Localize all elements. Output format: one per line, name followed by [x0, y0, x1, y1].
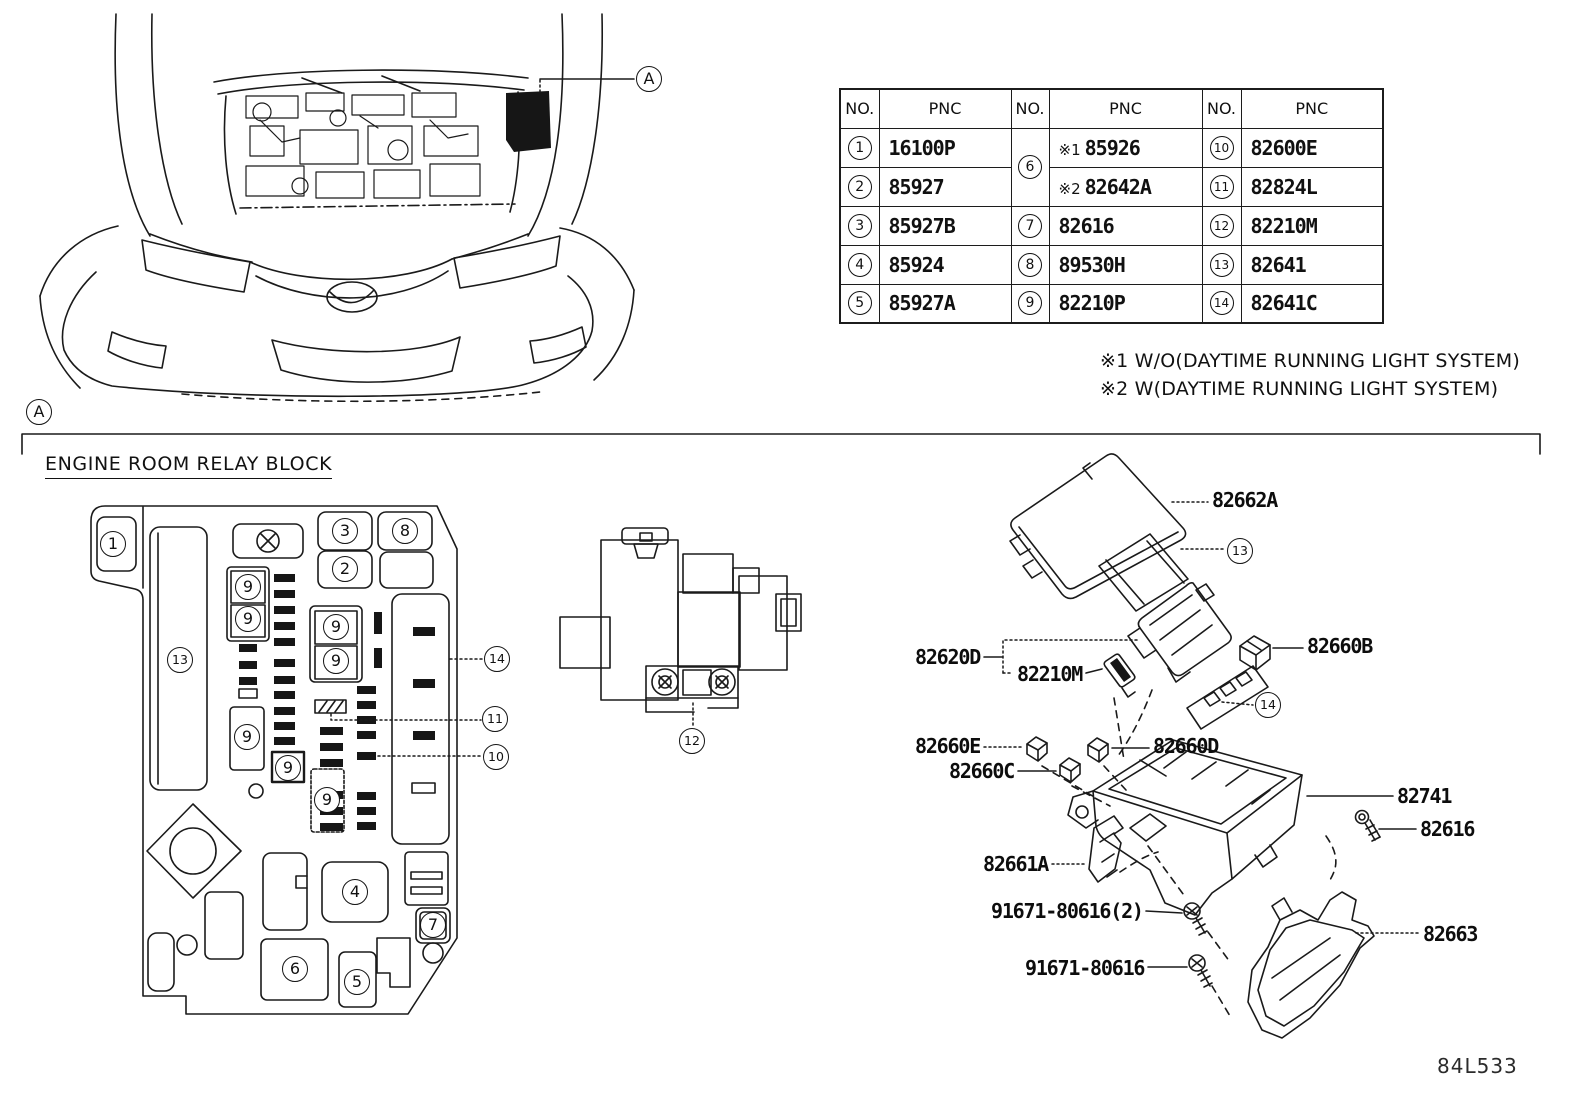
part-label-82660b[interactable]: 82660B — [1307, 634, 1373, 658]
no-cell[interactable]: 7 — [1011, 206, 1049, 245]
lower-cover-82663 — [1248, 892, 1374, 1038]
col-header-pnc: PNC — [1049, 89, 1202, 128]
callout-4[interactable]: 4 — [342, 879, 368, 905]
car-sketch — [40, 14, 634, 401]
part-label-82741[interactable]: 82741 — [1397, 784, 1452, 808]
note-ref: ※2 — [1058, 179, 1081, 198]
screw-bolt-2 — [1189, 955, 1212, 987]
callout-10[interactable]: 10 — [483, 744, 509, 770]
col-header-pnc: PNC — [879, 89, 1011, 128]
pnc-table — [839, 88, 1384, 324]
no-cell[interactable]: 12 — [1202, 206, 1241, 245]
pnc-cell[interactable]: 82210P — [1049, 284, 1202, 323]
hatched-link — [315, 700, 346, 713]
callout-13[interactable]: 13 — [167, 647, 193, 673]
no-cell[interactable]: 3 — [840, 206, 879, 245]
no-cell[interactable]: 13 — [1202, 245, 1241, 284]
col-header-no: NO. — [1011, 89, 1049, 128]
pnc-cell[interactable]: ※2 82642A — [1049, 167, 1202, 206]
part-label-82661a[interactable]: 82661A — [983, 852, 1049, 876]
mini-fuse-82210m — [1104, 654, 1135, 697]
callout-9[interactable]: 9 — [235, 606, 261, 632]
callout-9[interactable]: 9 — [234, 724, 260, 750]
pnc-cell[interactable]: 85927 — [879, 167, 1011, 206]
callout-8[interactable]: 8 — [392, 518, 418, 544]
callout-6[interactable]: 6 — [282, 956, 308, 982]
pnc-cell[interactable]: 82210M — [1241, 206, 1383, 245]
pnc-cell[interactable]: 82641C — [1241, 284, 1383, 323]
relay-block-location-highlight — [506, 91, 551, 152]
callout-14[interactable]: 14 — [484, 646, 510, 672]
callout-12[interactable]: 12 — [679, 728, 705, 754]
pnc-cell[interactable]: 85927B — [879, 206, 1011, 245]
car-callout-leader — [540, 79, 634, 95]
table-row — [840, 284, 1383, 323]
pnc-cell[interactable]: 16100P — [879, 128, 1011, 167]
no-cell[interactable]: 9 — [1011, 284, 1049, 323]
section-bracket — [22, 434, 1540, 454]
figure-code: 84L533 — [1437, 1054, 1518, 1078]
callout-9[interactable]: 9 — [275, 755, 301, 781]
table-header-row — [840, 89, 1383, 128]
note-daytime-running-light-wo: ※1 W/O(DAYTIME RUNNING LIGHT SYSTEM) — [1100, 350, 1520, 372]
no-cell[interactable]: 1 — [840, 128, 879, 167]
callout-3[interactable]: 3 — [332, 518, 358, 544]
table-row — [840, 167, 1383, 206]
part-label-82660e[interactable]: 82660E — [915, 734, 981, 758]
no-cell[interactable]: 5 — [840, 284, 879, 323]
upper-cover-82662a — [1010, 454, 1186, 599]
part-label-82210m[interactable]: 82210M — [1017, 662, 1083, 686]
relay-cube-82660c — [1060, 758, 1080, 782]
no-cell[interactable]: 2 — [840, 167, 879, 206]
callout-5[interactable]: 5 — [344, 969, 370, 995]
pnc-cell[interactable]: 82600E — [1241, 128, 1383, 167]
bolt-82616 — [1356, 811, 1381, 842]
table-row — [840, 128, 1383, 167]
part-label-82660c[interactable]: 82660C — [949, 759, 1015, 783]
part-label-82662a[interactable]: 82662A — [1212, 488, 1278, 512]
col-header-no: NO. — [840, 89, 879, 128]
note-daytime-running-light-w: ※2 W(DAYTIME RUNNING LIGHT SYSTEM) — [1100, 378, 1499, 400]
pnc-cell[interactable]: 82824L — [1241, 167, 1383, 206]
note-ref: ※1 — [1058, 140, 1081, 159]
callout-9[interactable]: 9 — [314, 787, 340, 813]
relay-cube-82660e — [1027, 737, 1047, 761]
relay-cube-82660b — [1240, 636, 1270, 670]
callout-9[interactable]: 9 — [323, 614, 349, 640]
callout-a-car[interactable]: A — [636, 66, 662, 92]
table-row — [840, 245, 1383, 284]
relay-cube-82660d — [1088, 738, 1108, 762]
col-header-pnc: PNC — [1241, 89, 1383, 128]
relay-module-82620d — [1128, 583, 1231, 682]
pnc-cell[interactable]: ※1 85926 — [1049, 128, 1202, 167]
part-label-82620d[interactable]: 82620D — [915, 645, 981, 669]
pnc-cell[interactable]: 82641 — [1241, 245, 1383, 284]
section-title: ENGINE ROOM RELAY BLOCK — [45, 453, 332, 479]
part-label-91671-80616-x2[interactable]: 91671-80616(2) — [991, 899, 1143, 923]
no-cell[interactable]: 10 — [1202, 128, 1241, 167]
part-label-82616[interactable]: 82616 — [1420, 817, 1475, 841]
pnc-cell[interactable]: 85924 — [879, 245, 1011, 284]
callout-11[interactable]: 11 — [482, 706, 508, 732]
screw-bolt-1 — [1184, 903, 1207, 935]
relay-block-body-13 — [1099, 534, 1188, 611]
part-label-91671-80616[interactable]: 91671-80616 — [1025, 956, 1145, 980]
pnc-cell[interactable]: 82616 — [1049, 206, 1202, 245]
callout-13[interactable]: 13 — [1227, 538, 1253, 564]
callout-a-section[interactable]: A — [26, 399, 52, 425]
no-cell[interactable]: 6 — [1011, 128, 1049, 206]
callout-2[interactable]: 2 — [332, 556, 358, 582]
no-cell[interactable]: 14 — [1202, 284, 1241, 323]
callout-14[interactable]: 14 — [1255, 692, 1281, 718]
pnc-cell[interactable]: 89530H — [1049, 245, 1202, 284]
col-header-no: NO. — [1202, 89, 1241, 128]
lower-case-82741 — [1068, 740, 1302, 915]
part-label-82660d[interactable]: 82660D — [1153, 734, 1219, 758]
part-label-82663[interactable]: 82663 — [1423, 922, 1478, 946]
no-cell[interactable]: 4 — [840, 245, 879, 284]
engine-detail — [246, 93, 480, 198]
no-cell[interactable]: 8 — [1011, 245, 1049, 284]
callout-9[interactable]: 9 — [323, 648, 349, 674]
pnc-cell[interactable]: 85927A — [879, 284, 1011, 323]
fusible-link-block — [560, 528, 801, 726]
no-cell[interactable]: 11 — [1202, 167, 1241, 206]
callout-9[interactable]: 9 — [235, 574, 261, 600]
callout-1[interactable]: 1 — [100, 531, 126, 557]
callout-7[interactable]: 7 — [420, 912, 446, 938]
table-row — [840, 206, 1383, 245]
